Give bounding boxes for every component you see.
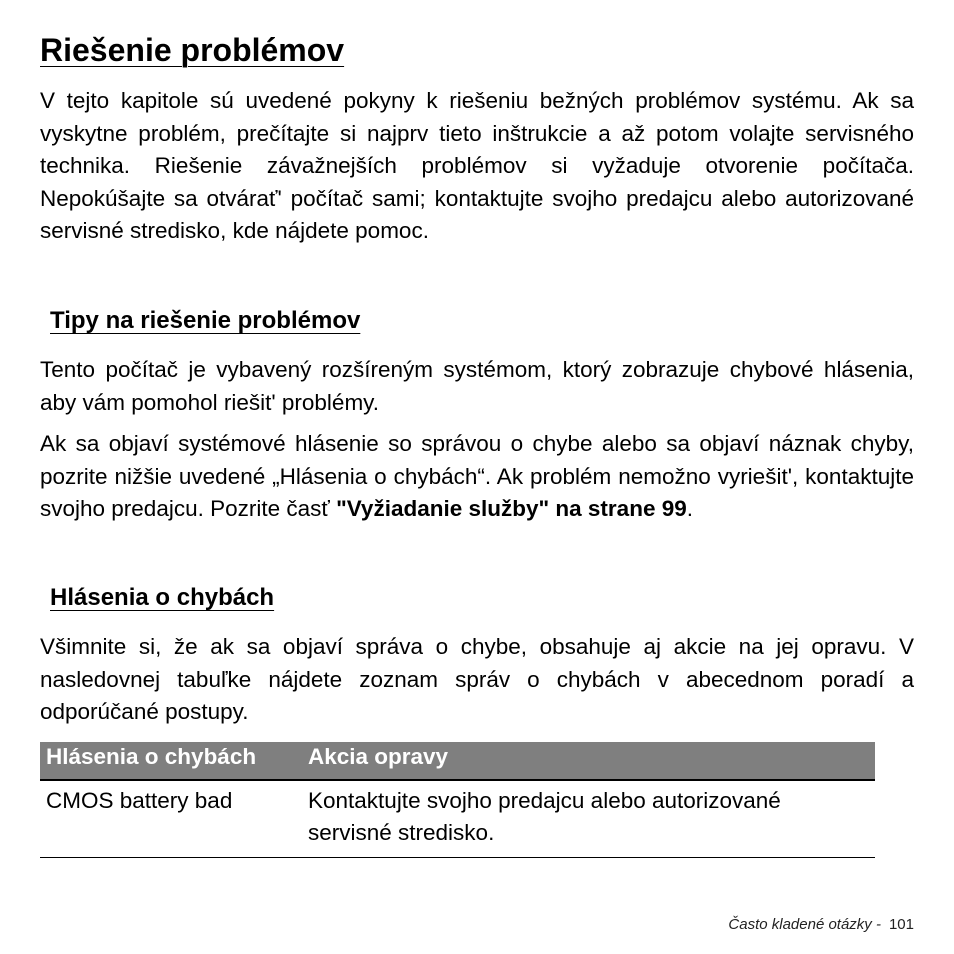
table-row (40, 780, 875, 858)
tips-paragraph-2-end: . (686, 496, 693, 521)
table-cell-action: Kontaktujte svojho predajcu alebo autorizované servisné stredisko. (302, 780, 875, 858)
page-number: 101 (888, 916, 914, 933)
service-reference-link[interactable]: "Vyžiadanie služby" na strane 99 (336, 496, 687, 521)
section-heading-tips: Tipy na riešenie problémov (50, 307, 361, 334)
table-header-row (40, 742, 875, 780)
error-messages-paragraph: Všimnite si, že ak sa objaví správa o chybe, obsahuje aj akcie na jej opravu. V nasledovnej tabuľke nájdete zoznam správ o chybách v abecednom poradí a odporúčané postupy. (40, 634, 914, 724)
page-title: Riešenie problémov (40, 32, 345, 68)
table-cell-message: CMOS battery bad (40, 780, 302, 858)
footer-label: Často kladené otázky - (728, 916, 881, 933)
section-heading-error-messages: Hlásenia o chybách (50, 584, 275, 611)
tips-paragraph-2-text: Ak sa objaví systémové hlásenie so správou o chybe alebo sa objaví náznak chyby, pozrite nižšie uvedené „Hlásenia o chybách“. Ak problém nemožno vyriešit', kontaktujte svojho predajcu. Pozrite časť (40, 431, 914, 521)
table-header-action: Akcia opravy (302, 742, 875, 780)
page-footer (728, 916, 914, 933)
tips-paragraph-2 (40, 428, 914, 526)
error-messages-table (40, 742, 875, 858)
tips-paragraph-1: Tento počítač je vybavený rozšíreným systémom, ktorý zobrazuje chybové hlásenia, aby vám pomohol riešit' problémy. (40, 357, 914, 415)
table-header-message: Hlásenia o chybách (40, 742, 302, 780)
intro-paragraph: V tejto kapitole sú uvedené pokyny k riešeniu bežných problémov systému. Ak sa vyskytne problém, prečítajte si najprv tieto inštrukcie a až potom volajte servisného technika. Riešenie závažnejších problémov si vyžaduje otvorenie počítača. Nepokúšajte sa otvárať' počítač sami; kontaktujte svojho predajcu alebo autorizované servisné stredisko, kde nájdete pomoc. (40, 88, 914, 243)
